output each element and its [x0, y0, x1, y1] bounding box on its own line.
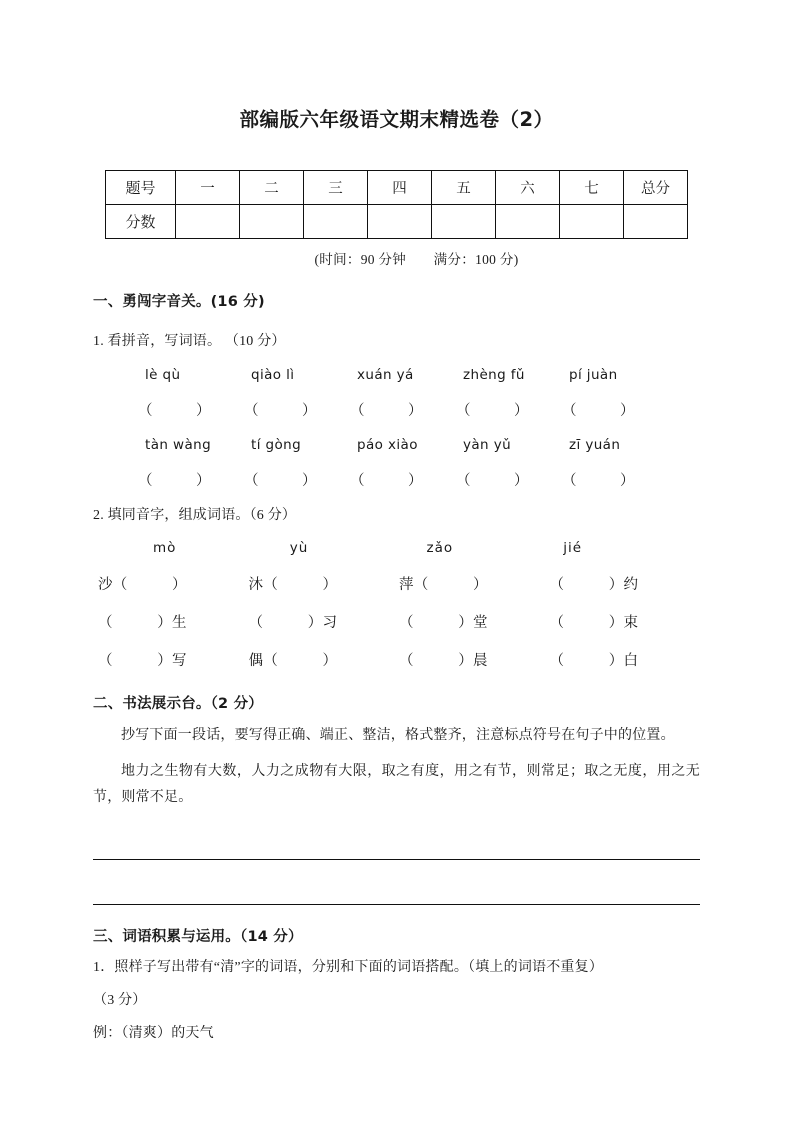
score-cell-7[interactable] [560, 205, 624, 239]
section-heading-three: 三、词语积累与运用。（14 分） [93, 928, 303, 945]
answer-bracket-row-2 [93, 469, 700, 490]
table-row-question-numbers [106, 171, 688, 205]
score-table-col-3: 三 [304, 171, 368, 205]
question-1-1-prompt: 1. 看拼音，写词语。 （10 分） [93, 334, 286, 349]
writing-line-2[interactable] [93, 874, 700, 905]
pinyin-2-2: tí gòng [251, 437, 302, 453]
char-cell-2-3[interactable]: （ ）堂 [399, 615, 488, 631]
question-3-1-score: （3 分） [93, 993, 147, 1009]
score-table-col-4: 四 [368, 171, 432, 205]
question-3-1-example: 例：（清爽）的天气 [93, 1026, 214, 1042]
pinyin-1-1: lè qù [145, 367, 181, 383]
score-table-col-7: 七 [560, 171, 624, 205]
score-table [105, 170, 688, 239]
pinyin-1-3: xuán yá [357, 367, 414, 383]
answer-blank-1-5[interactable]: （ ） [562, 403, 635, 419]
score-cell-2[interactable] [240, 205, 304, 239]
pinyin-1-5: pí juàn [569, 367, 618, 383]
char-cell-1-3[interactable]: 萍（ ） [399, 577, 488, 593]
pinyin-row-1 [93, 367, 700, 383]
char-cell-3-3[interactable]: （ ）晨 [399, 653, 488, 669]
character-grid-row-3 [93, 649, 700, 670]
section-three [93, 925, 700, 1046]
pinyin-1-2: qiào lì [251, 367, 295, 383]
answer-blank-1-1[interactable]: （ ） [138, 403, 211, 419]
score-cell-3[interactable] [304, 205, 368, 239]
score-table-container [93, 170, 700, 239]
char-cell-2-2[interactable]: （ ）习 [248, 615, 338, 631]
pinyin-head-1: mò [153, 540, 177, 556]
char-cell-3-2[interactable]: 偶（ ） [248, 653, 338, 669]
answer-blank-1-2[interactable]: （ ） [244, 403, 317, 419]
answer-blank-2-4[interactable]: （ ） [456, 473, 529, 489]
char-cell-3-1[interactable]: （ ）写 [98, 653, 187, 669]
pinyin-2-1: tàn wàng [145, 437, 212, 453]
score-table-col-total: 总分 [624, 171, 688, 205]
pinyin-head-3: zǎo [426, 540, 454, 556]
char-cell-2-1[interactable]: （ ）生 [98, 615, 187, 631]
page-title: 部编版六年级语文期末精选卷（2） [239, 108, 554, 131]
pinyin-heads-row [93, 540, 700, 556]
answer-blank-1-3[interactable]: （ ） [350, 403, 423, 419]
score-cell-6[interactable] [496, 205, 560, 239]
answer-blank-2-3[interactable]: （ ） [350, 473, 423, 489]
section-heading-one: 一、勇闯字音关。(16 分) [93, 294, 265, 310]
pinyin-row-2 [93, 437, 700, 453]
pinyin-2-4: yàn yǔ [463, 437, 512, 453]
char-cell-1-2[interactable]: 沐（ ） [248, 577, 338, 593]
score-cell-4[interactable] [368, 205, 432, 239]
table-row-scores [106, 205, 688, 239]
score-table-row-label-score: 分数 [106, 205, 176, 239]
question-3-1-prompt: 1．照样子写出带有“清”字的词语，分别和下面的词语搭配。（填上的词语不重复） [93, 959, 604, 975]
score-table-col-6: 六 [496, 171, 560, 205]
score-table-col-1: 一 [176, 171, 240, 205]
pinyin-2-5: zī yuán [569, 437, 621, 453]
answer-bracket-row-1 [93, 399, 700, 420]
character-grid-row-2 [93, 611, 700, 632]
section-heading-two: 二、书法展示台。（2 分） [93, 696, 263, 712]
answer-blank-2-5[interactable]: （ ） [562, 473, 635, 489]
exam-meta: (时间：90 分钟 满分：100 分) [314, 252, 519, 267]
calligraphy-instruction: 抄写下面一段话，要写得正确、端正、整洁，格式整齐，注意标点符号在句子中的位置。 [121, 728, 675, 743]
pinyin-2-3: páo xiào [357, 437, 418, 453]
score-table-row-label-question: 题号 [106, 171, 176, 205]
char-cell-1-1[interactable]: 沙（ ） [98, 577, 187, 593]
score-cell-5[interactable] [432, 205, 496, 239]
score-table-col-2: 二 [240, 171, 304, 205]
answer-blank-2-1[interactable]: （ ） [138, 473, 211, 489]
calligraphy-passage: 地力之生物有大数，人力之成物有大限，取之有度，用之有节，则常足；取之无度，用之无节，则常不足。 [93, 763, 700, 805]
writing-lines [93, 829, 700, 905]
score-cell-total[interactable] [624, 205, 688, 239]
score-cell-1[interactable] [176, 205, 240, 239]
character-grid-row-1 [93, 573, 700, 594]
char-cell-2-4[interactable]: （ ）束 [549, 615, 639, 631]
char-cell-1-4[interactable]: （ ）约 [549, 577, 639, 593]
question-1-2-prompt: 2. 填同音字，组成词语。（6 分） [93, 508, 297, 523]
pinyin-head-4: jié [563, 540, 583, 556]
answer-blank-1-4[interactable]: （ ） [456, 403, 529, 419]
pinyin-1-4: zhèng fǔ [463, 367, 525, 383]
pinyin-head-2: yù [289, 540, 309, 556]
score-table-col-5: 五 [432, 171, 496, 205]
answer-blank-2-2[interactable]: （ ） [244, 473, 317, 489]
writing-line-1[interactable] [93, 829, 700, 860]
char-cell-3-4[interactable]: （ ）白 [549, 653, 639, 669]
